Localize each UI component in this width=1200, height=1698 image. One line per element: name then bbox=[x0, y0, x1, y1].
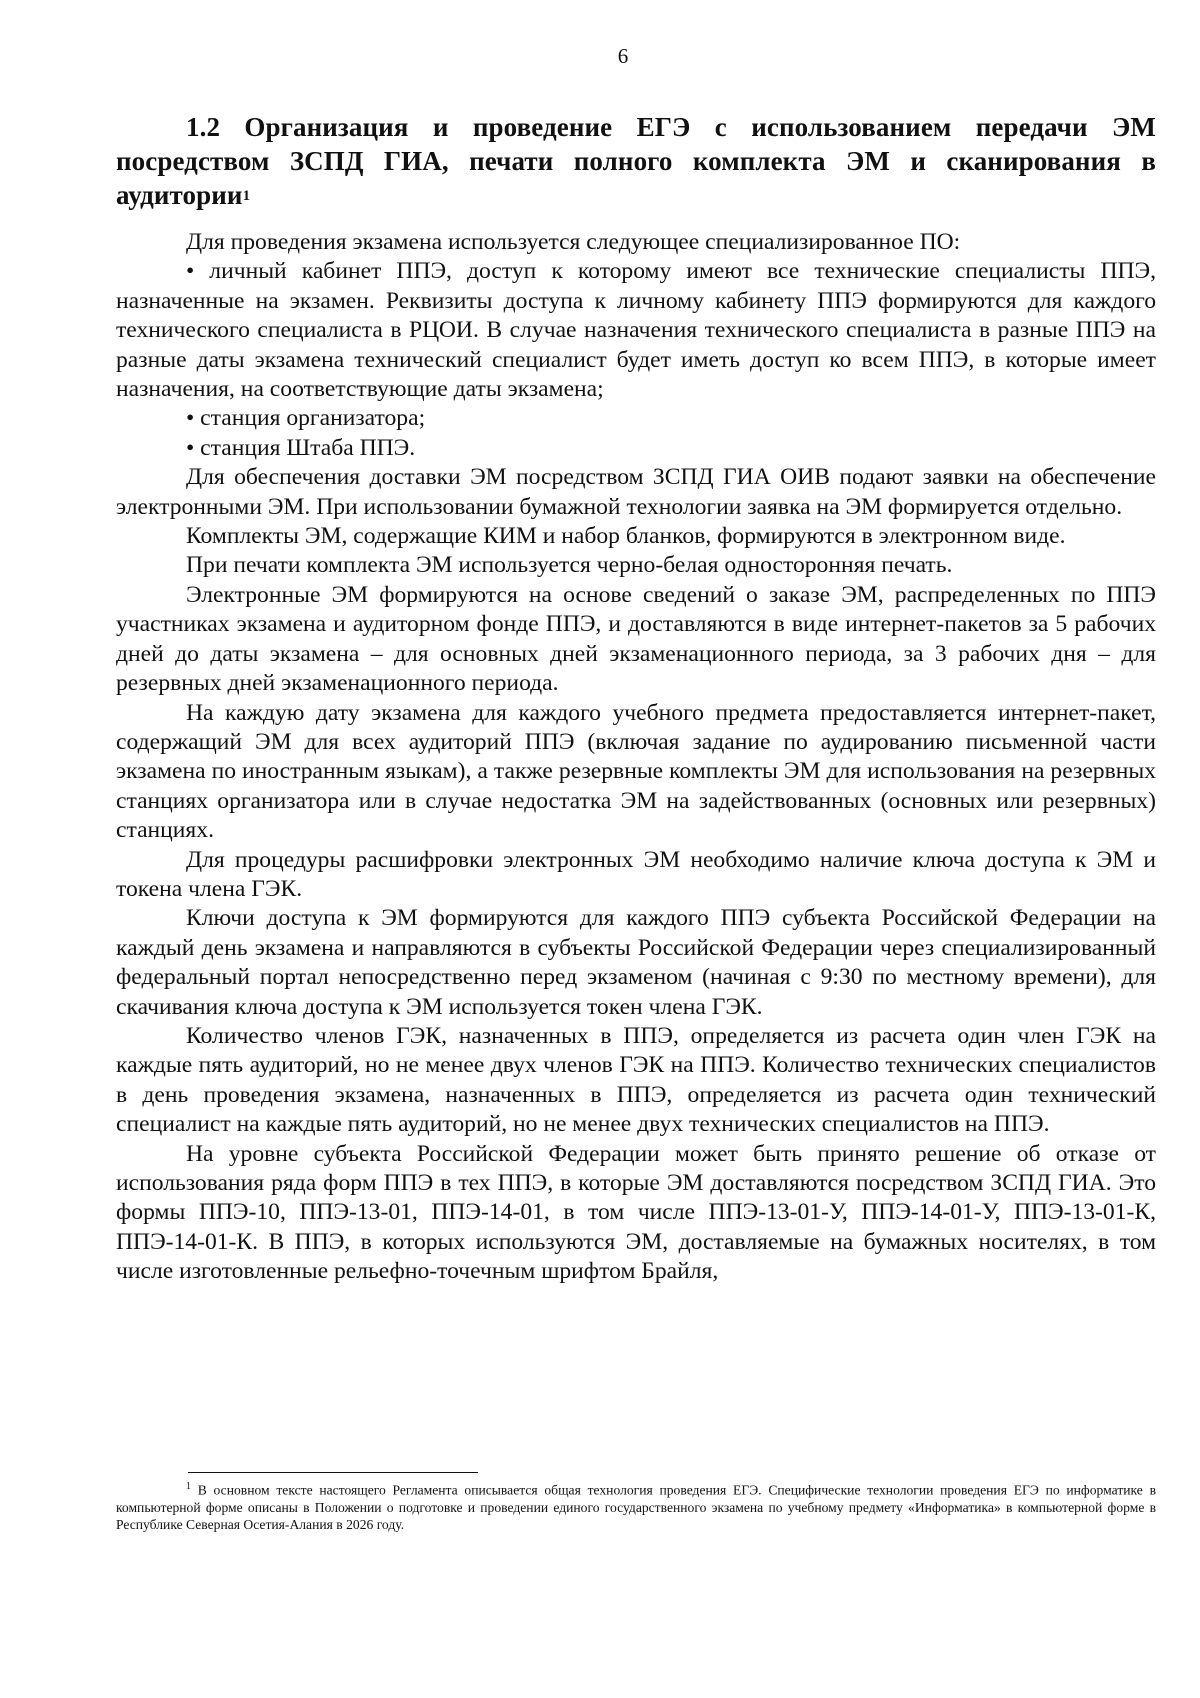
page-number: 6 bbox=[617, 44, 629, 68]
bullet-item-organizer-station: • станция организатора; bbox=[186, 405, 426, 432]
section-heading-text: 1.2 Организация и проведение ЕГЭ с использованием передачи ЭМ посредством ЗСПД ГИА, печати полного комплекта ЭМ и сканирования в аудитории bbox=[116, 112, 1156, 210]
paragraph-gek-count: Количество членов ГЭК, назначенных в ППЭ, определяется из расчета один член ГЭК на каждые пять аудиторий, но не менее двух членов ГЭК на ППЭ. Количество технических специалистов в день проведения экзамена, назначенных в ППЭ, определяется из расчета один технический специалист на каждые пять аудиторий, но не менее двух технических специалистов на ППЭ. bbox=[116, 1022, 1156, 1138]
paragraph-access-keys: Ключи доступа к ЭМ формируются для каждого ППЭ субъекта Российской Федерации на каждый день экзамена и направляются в субъекты Российской Федерации через специализированный федеральный портал непосредственно перед экзаменом (начиная с 9:30 по местному времени), для скачивания ключа доступа к ЭМ используется токен члена ГЭК. bbox=[116, 905, 1156, 1020]
footnote-separator bbox=[188, 1472, 478, 1473]
page-body bbox=[116, 110, 1156, 1287]
paragraph-intro: Для проведения экзамена используется следующее специализированное ПО: bbox=[186, 229, 961, 255]
paragraph-electronic-em: Электронные ЭМ формируются на основе сведений о заказе ЭМ, распределенных по ППЭ участниках экзамена и аудиторном фонде ППЭ, и доставляются в виде интернет-пакетов за 5 рабочих дней до даты экзамена – для основных дней экзаменационного периода, за 3 рабочих дня – для резервных дней экзаменационного периода. bbox=[116, 581, 1156, 697]
paragraph-decryption: Для процедуры расшифровки электронных ЭМ необходимо наличие ключа доступа к ЭМ и токена члена ГЭК. bbox=[116, 846, 1156, 902]
footnote-marker: 1 bbox=[186, 1481, 191, 1492]
paragraph-kits: Комплекты ЭМ, содержащие КИМ и набор бланков, формируются в электронном виде. bbox=[186, 523, 1066, 550]
footnote-reference[interactable]: 1 bbox=[242, 188, 251, 204]
paragraph-forms-refusal: На уровне субъекта Российской Федерации может быть принято решение об отказе от использования ряда форм ППЭ в тех ППЭ, в которые ЭМ доставляются посредством ЗСПД ГИА. Это формы ППЭ-10, ППЭ-13-01, ППЭ-14-01, в том числе ППЭ-13-01-У, ППЭ-14-01-У, ППЭ-13-01-К, ППЭ-14-01-К. В ППЭ, в которых используются ЭМ, доставляемые на бумажных носителях, в том числе изготовленные рельефно-точечным шрифтом Брайля, bbox=[116, 1140, 1156, 1285]
paragraph-internet-package: На каждую дату экзамена для каждого учебного предмета предоставляется интернет-пакет, содержащий ЭМ для всех аудиторий ППЭ (включая задание по аудированию письменной части экзамена по иностранным языкам), а также резервные комплекты ЭМ для использования на резервных станциях организатора или в случае недостатка ЭМ на задействованных (основных или резервных) станциях. bbox=[116, 699, 1156, 844]
footnote-text: В основном тексте настоящего Регламента описывается общая технология проведения ЕГЭ. Специфические технологии проведения ЕГЭ по информатике в компьютерной форме описаны в Положении о подготовке и проведении единого государственного экзамена по учебному предмету «Информатика» в компьютерной форме в Республике Северная Осетия-Алания в 2026 году. bbox=[116, 1482, 1156, 1532]
paragraph-printing: При печати комплекта ЭМ используется черно-белая односторонняя печать. bbox=[186, 552, 953, 579]
footnote bbox=[116, 1478, 1156, 1533]
paragraph-delivery: Для обеспечения доставки ЭМ посредством ЗСПД ГИА ОИВ подают заявки на обеспечение электронными ЭМ. При использовании бумажной технологии заявка на ЭМ формируется отдельно. bbox=[116, 464, 1156, 520]
section-heading bbox=[116, 110, 1156, 212]
bullet-item-hq-station: • станция Штаба ППЭ. bbox=[186, 434, 416, 461]
bullet-item-personal-cabinet: • личный кабинет ППЭ, доступ к которому имеют все технические специалисты ППЭ, назначенные на экзамен. Реквизиты доступа к личному кабинету ППЭ формируются для каждого технического специалиста в РЦОИ. В случае назначения технического специалиста в разные ППЭ на разные даты экзамена технический специалист будет иметь доступ ко всем ППЭ, в которые имеет назначения, на соответствующие даты экзамена; bbox=[116, 258, 1156, 403]
